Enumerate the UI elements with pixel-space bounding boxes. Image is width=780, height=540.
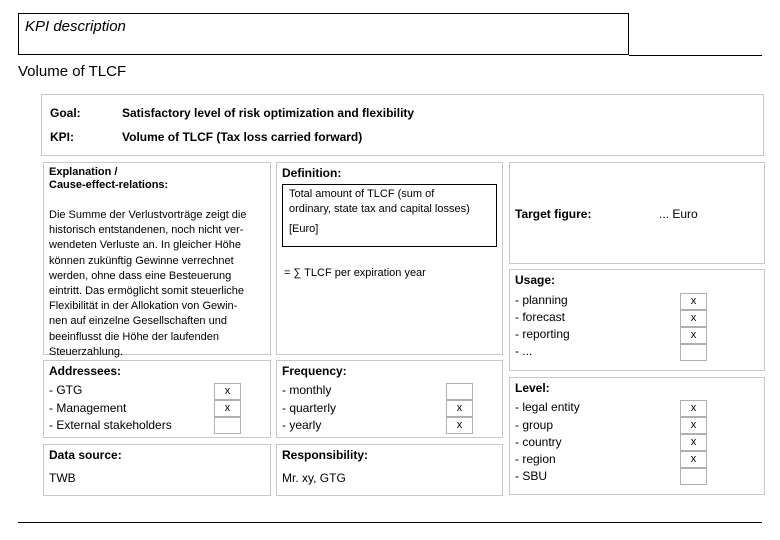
explanation-line: Steuerzahlung.: [49, 345, 123, 358]
explanation-title-line: Explanation /: [49, 166, 118, 178]
level-item-label: - country: [515, 435, 562, 449]
level-checkbox: x: [680, 417, 707, 434]
explanation-line: werden, ohne dass eine Besteuerung: [49, 269, 232, 282]
header-rule: [629, 55, 762, 56]
goal-label: Goal:: [50, 106, 81, 120]
goal-kpi-box: [41, 94, 764, 156]
explanation-line: Die Summe der Verlustvorträge zeigt die: [49, 209, 247, 221]
kpi-title: KPI description: [25, 18, 126, 35]
addressees-item-label: - External stakeholders: [49, 418, 172, 432]
footer-rule: [18, 522, 762, 523]
addressees-checkbox: x: [214, 383, 241, 400]
usage-item-label: - ...: [515, 344, 533, 358]
explanation-line: nen auf einzelne Gesellschaften und: [49, 315, 227, 328]
explanation-body: [49, 208, 246, 360]
kpi-title-box: [18, 13, 629, 55]
frequency-checkbox: x: [446, 417, 473, 434]
frequency-item-label: - yearly: [282, 418, 322, 432]
datasource-value: TWB: [49, 471, 76, 485]
level-checkbox: [680, 468, 707, 485]
frequency-checkbox: x: [446, 400, 473, 417]
usage-item-label: - reporting: [515, 327, 570, 341]
kpi-label: KPI:: [50, 130, 74, 144]
frequency-item-label: - quarterly: [282, 401, 337, 415]
usage-checkbox: [680, 344, 707, 361]
addressees-checkbox: x: [214, 400, 241, 417]
definition-formula: = ∑ TLCF per expiration year: [284, 267, 426, 279]
frequency-item-label: - monthly: [282, 383, 332, 397]
explanation-line: Flexibilität in der Allokation von Gewin-: [49, 300, 238, 313]
definition-title: Definition:: [282, 166, 342, 180]
level-item-label: - SBU: [515, 469, 548, 483]
explanation-line: eintritt. Das ermöglicht somit steuerliche: [49, 285, 245, 298]
level-checkbox: x: [680, 434, 707, 451]
explanation-line: können zukünftig Gewinne verrechnet: [49, 254, 234, 267]
explanation-line: wendeten Verluste an. In gleicher Höhe: [49, 239, 242, 252]
responsibility-title: Responsibility:: [282, 448, 369, 462]
definition-line: ordinary, state tax and capital losses): [289, 203, 470, 215]
kpi-value: Volume of TLCF (Tax loss carried forward): [122, 130, 363, 144]
definition-line: Total amount of TLCF (sum of: [289, 188, 435, 200]
addressees-item-label: - GTG: [49, 383, 83, 397]
level-checkbox: x: [680, 451, 707, 468]
addressees-checkbox: [214, 417, 241, 434]
level-item-label: - region: [515, 452, 556, 466]
level-title: Level:: [515, 381, 550, 395]
responsibility-value: Mr. xy, GTG: [282, 471, 346, 485]
usage-checkbox: x: [680, 310, 707, 327]
explanation-line: beeinflusst die Höhe der laufenden: [49, 330, 220, 343]
addressees-item-label: - Management: [49, 401, 127, 415]
target-value: ... Euro: [659, 207, 698, 221]
frequency-checkbox: [446, 383, 473, 400]
explanation-line: historisch entstandenen, noch nicht ver-: [49, 224, 244, 237]
level-item-label: - legal entity: [515, 400, 580, 414]
definition-formula-box: [282, 184, 497, 247]
level-checkbox: x: [680, 400, 707, 417]
explanation-title-line: Cause-effect-relations:: [49, 179, 169, 191]
target-label: Target figure:: [515, 207, 592, 221]
section-title: Volume of TLCF: [18, 63, 127, 80]
explanation-title: [49, 166, 168, 192]
usage-checkbox: x: [680, 327, 707, 344]
goal-value: Satisfactory level of risk optimization and flexibility: [122, 106, 415, 120]
frequency-title: Frequency:: [282, 364, 347, 378]
usage-item-label: - planning: [515, 293, 568, 307]
usage-checkbox: x: [680, 293, 707, 310]
usage-title: Usage:: [515, 273, 556, 287]
usage-item-label: - forecast: [515, 310, 566, 324]
definition-unit: [Euro]: [289, 223, 319, 235]
level-item-label: - group: [515, 418, 554, 432]
datasource-title: Data source:: [49, 448, 122, 462]
addressees-title: Addressees:: [49, 364, 122, 378]
